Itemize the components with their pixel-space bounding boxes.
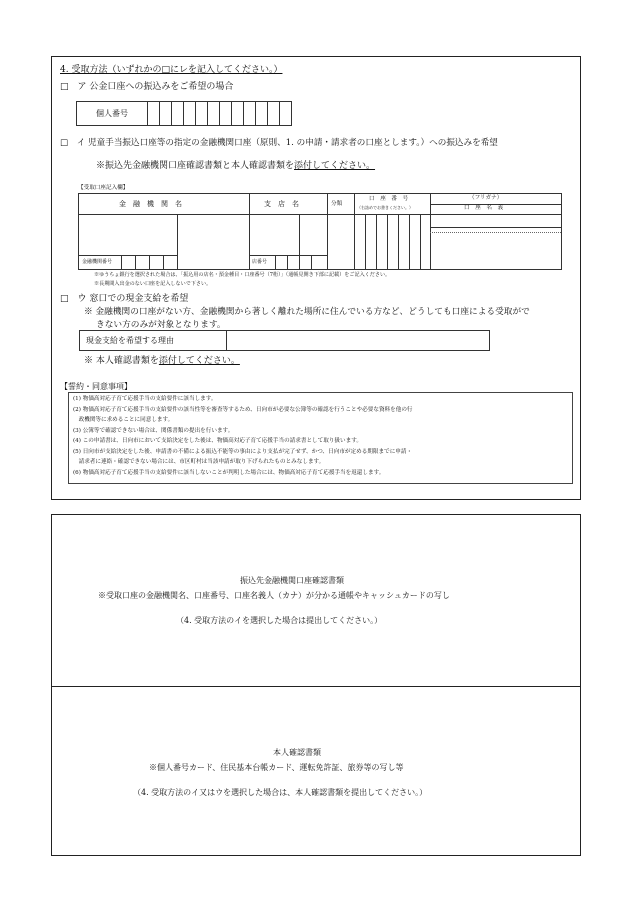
bank-doc-desc: ※受取口座の金融機関名、口座番号、口座名義人（カナ）が分かる通帳やキャッシュカードの写し [98,591,450,600]
option-u-note-2: きない方のみが対象となります。 [96,320,226,330]
bank-name-header: 金 融 機 関 名 [119,200,182,208]
id-doc-attach-box[interactable] [51,686,581,856]
id-doc-condition: （4. 受取方法のイ又はウを選択した場合は、本人確認書類を提出してください。） [133,788,428,797]
individual-number-label: 個人番号 [77,102,148,126]
digit-cell[interactable] [256,102,268,126]
cash-reason-input[interactable] [227,331,490,351]
option-i-label[interactable]: □ イ 児童手当振込口座等の指定の金融機関口座（原則、1. の申請・請求者の口座とします。）への振込みを希望 [60,138,498,148]
id-doc-note [84,357,240,366]
account-number-header: 口 座 番 号 [369,196,409,202]
account-holder-header: 口 座 名 義 [464,205,504,211]
digit-cell[interactable] [220,102,232,126]
attach-note-text: ※振込先金融機関口座確認書類と本人確認書類を [96,161,295,171]
long-term-note: ※長期間入出金のない口座を記入しないで下さい。 [94,281,212,287]
bank-doc-attach-box[interactable] [51,514,581,687]
pledge-box [68,392,573,484]
pledge-item: (2) 物価高対応子育て応援手当の支給要件の該当性等を審査等するため、日向市が必要な公簿等の確認を行うことや必要な資料を他の行 [73,407,413,413]
pledge-item: 政機関等に求めることに同意します。 [73,417,174,423]
attach-note [96,162,375,171]
pledge-title: 【誓約・同意事項】 [60,382,132,391]
account-table [78,193,562,270]
pledge-item: (4) この申請書は、日向市において支給決定をした後は、物価高対応子育て応援手当の請求書として取り扱います。 [73,438,362,444]
account-type-header: 分類 [331,201,343,207]
individual-number-field[interactable] [76,101,292,126]
bank-code-label: 金融機関番号 [82,259,113,265]
section-heading: 4. 受取方法（いずれかの□にレを記入してください。） [60,65,283,75]
digit-cell[interactable] [172,102,184,126]
digit-cell[interactable] [244,102,256,126]
pledge-item: (1) 物価高対応子育て応援手当の支給要件に該当します。 [73,396,217,402]
attach-note-underlined: 添付してください。 [294,161,376,171]
cash-reason-label: 現金支給を希望する理由 [80,331,227,351]
pledge-item: (6) 物価高対応子育て応援手当の支給要件に該当しないことが判明した場合には、物価高対応子育て応援手当を返還します。 [73,470,385,476]
id-doc-desc: ※個人番号カード、住民基本台帳カード、運転免許証、旅券等の写し等 [149,763,404,772]
pledge-item: (5) 日向市が支給決定をした後、申請書の不備による振込不能等の事由により支払が完了せず、かつ、日向市が定める期限までに申請・ [73,449,413,455]
account-number-subnote: （右詰めでお書きください。） [357,205,413,210]
pledge-item: (3) 公簿等で確認できない場合は、関係書類の提出を行います。 [73,428,234,434]
digit-cell[interactable] [280,102,292,126]
option-u-label[interactable]: □ ウ 窓口での現金支給を希望 [60,294,189,304]
option-u-note-1: ※ 金融機関の口座がない方、金融機関から著しく離れた場所に住んでいる方など、どうしても口座による受取がで [84,307,530,317]
digit-cell[interactable] [268,102,280,126]
digit-cell[interactable] [184,102,196,126]
digit-cell[interactable] [208,102,220,126]
digit-cell[interactable] [196,102,208,126]
branch-name-header: 支 店 名 [264,200,299,208]
pledge-item: 請求者に連絡・確認できない場合には、市区町村は当該申請が取り下げられたものとみなします。 [73,459,325,465]
id-doc-note-underlined: 添付してください。 [158,356,240,366]
option-a-label[interactable]: □ ア 公金口座への振込みをご希望の場合 [60,82,234,92]
id-doc-title: 本人確認書類 [273,748,321,757]
digit-cell[interactable] [232,102,244,126]
digit-cell[interactable] [148,102,160,126]
furigana-header: （フリガナ） [469,195,503,201]
bank-doc-condition: （4. 受取方法のイを選択した場合は提出してください。） [176,616,383,625]
bank-doc-title: 振込先金融機関口座確認書類 [240,576,344,585]
id-doc-note-text: ※ 本人確認書類を [84,356,159,366]
account-caption: 【受取口座記入欄】 [78,185,129,191]
yucho-note: ※ゆうちょ銀行を選択された場合は、「振込用の店名・預金種目・口座番号（7桁）」（通帳見開き下部に記載）をご記入ください。 [94,272,391,278]
digit-cell[interactable] [160,102,172,126]
cash-reason-field[interactable] [79,330,490,351]
branch-code-label: 店番号 [252,259,268,265]
